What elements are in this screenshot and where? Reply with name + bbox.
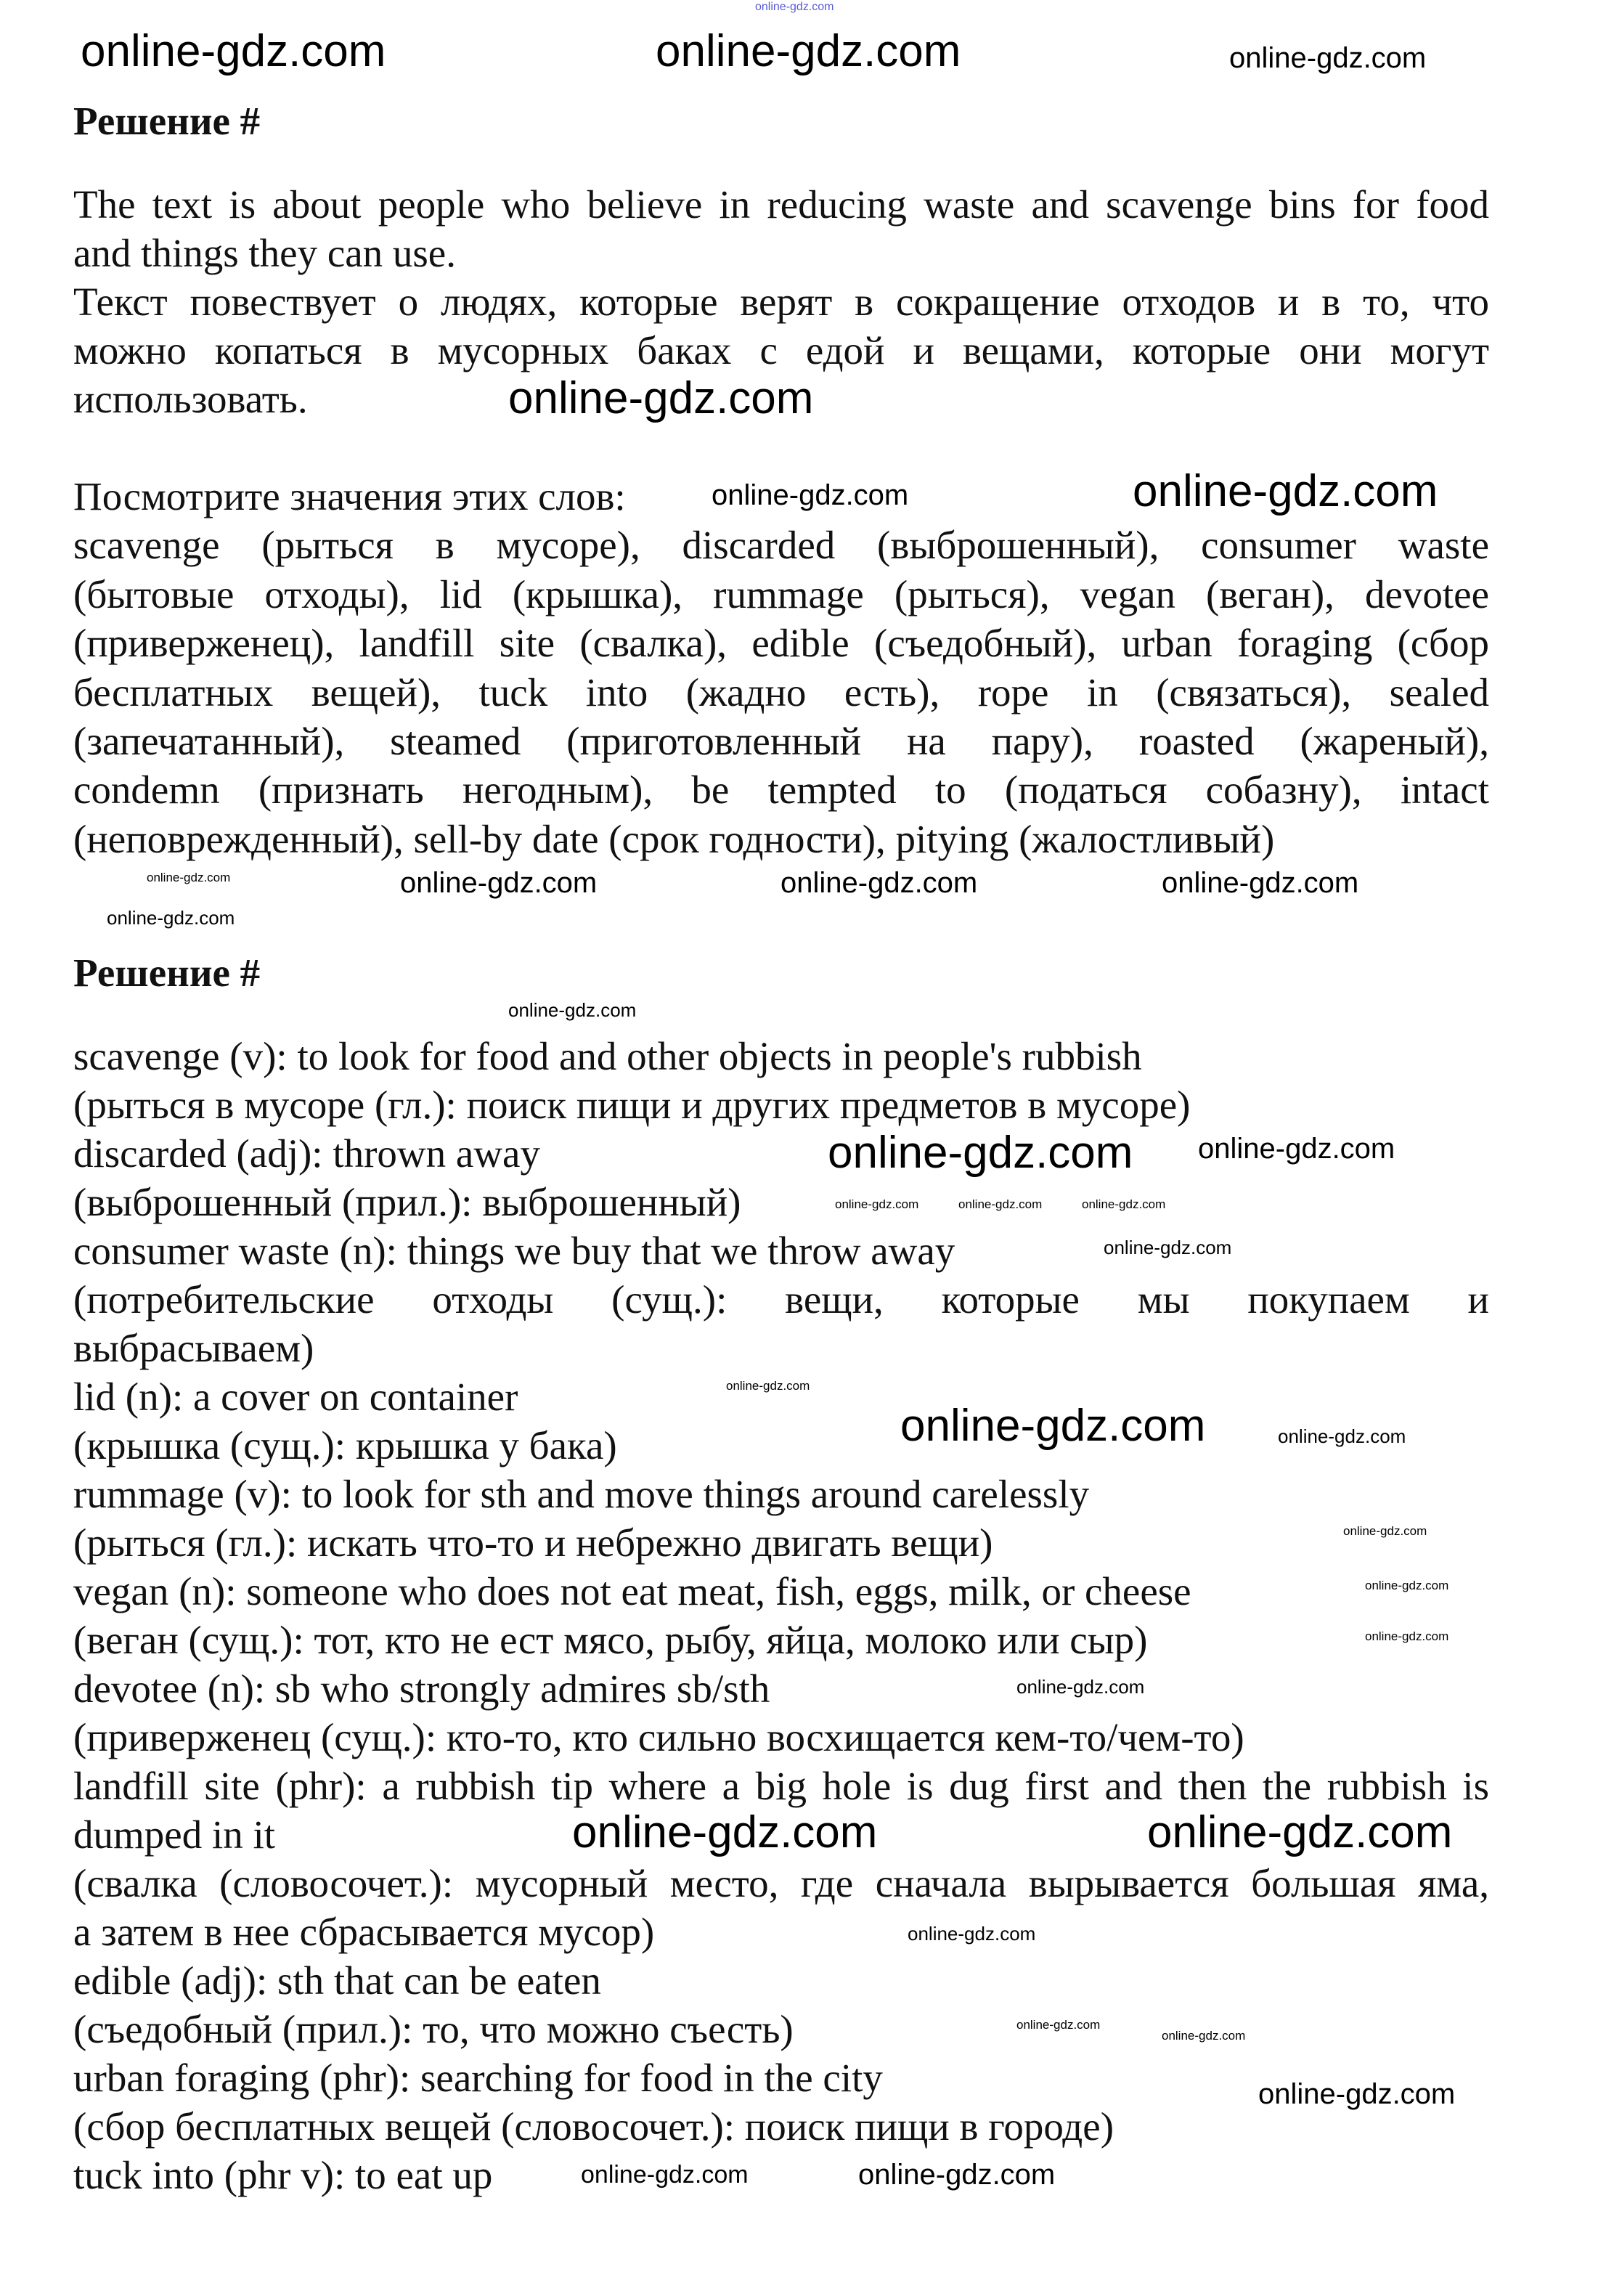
definition-line: urban foraging (phr): searching for food in the city <box>73 2056 883 2100</box>
definition-line: (съедобный (прил.): то, что можно съесть) <box>73 2007 794 2051</box>
watermark: online-gdz.com <box>1229 42 1427 74</box>
section-2-heading: Решение # <box>73 950 261 995</box>
watermark: online-gdz.com <box>900 1401 1206 1451</box>
watermark: online-gdz.com <box>835 1197 919 1211</box>
text-line: The text is about people who believe in reducing waste and scavenge bins for food <box>73 182 1489 227</box>
watermark: online-gdz.com <box>1365 1579 1449 1592</box>
definition-line: landfill site (phr): a rubbish tip where a big hole is dug first and then the rubbish is <box>73 1764 1489 1808</box>
watermark: online-gdz.com <box>1016 2018 1101 2032</box>
definition-line: (приверженец (сущ.): кто-то, кто сильно восхищается кем-то/чем-то) <box>73 1715 1244 1759</box>
vocabulary-line: Посмотрите значения этих слов: <box>73 474 626 518</box>
vocabulary-line: scavenge (рыться в мусоре), discarded (выброшенный), consumer waste <box>73 523 1489 568</box>
text-line: использовать. <box>73 377 308 421</box>
definition-line: lid (n): a cover on container <box>73 1375 518 1419</box>
watermark: online-gdz.com <box>1198 1133 1395 1165</box>
text-line: можно копаться в мусорных баках с едой и вещами, которые они могут <box>73 328 1489 373</box>
watermark: online-gdz.com <box>1016 1676 1145 1698</box>
watermark: online-gdz.com <box>780 867 978 899</box>
watermark: online-gdz.com <box>508 999 637 1021</box>
definition-line: (сбор бесплатных вещей (словосочет.): поиск пищи в городе) <box>73 2104 1114 2149</box>
watermark: online-gdz.com <box>581 2161 749 2189</box>
definitions-list <box>73 1032 1489 2199</box>
definition-line: (крышка (сущ.): крышка у бака) <box>73 1423 617 1467</box>
watermark: online-gdz.com <box>572 1807 878 1857</box>
definition-line: (потребительские отходы (сущ.): вещи, которые мы покупаем и <box>73 1277 1489 1322</box>
vocabulary-line: (бытовые отходы), lid (крышка), rummage (рыться), vegan (веган), devotee <box>73 571 1489 616</box>
definition-line: vegan (n): someone who does not eat meat, fish, eggs, milk, or cheese <box>73 1569 1191 1613</box>
definition-line: (выброшенный (прил.): выброшенный) <box>73 1180 741 1224</box>
definition-line: scavenge (v): to look for food and other objects in people's rubbish <box>73 1034 1142 1078</box>
watermark: online-gdz.com <box>712 479 909 511</box>
watermark: online-gdz.com <box>1162 2029 1246 2043</box>
definition-line: (рыться (гл.): искать что-то и небрежно двигать вещи) <box>73 1521 993 1565</box>
vocabulary-line: condemn (признать негодным), be tempted to (податься собазну), intact <box>73 768 1489 813</box>
watermark: online-gdz.com <box>858 2159 1056 2191</box>
definition-line: rummage (v): to look for sth and move things around carelessly <box>73 1472 1090 1516</box>
watermark: online-gdz.com <box>147 871 231 884</box>
definition-line: edible (adj): sth that can be eaten <box>73 1958 601 2003</box>
watermark: online-gdz.com <box>1365 1629 1449 1643</box>
vocabulary-line: (запечатанный), steamed (приготовленный на пару), roasted (жареный), <box>73 718 1489 763</box>
watermark: online-gdz.com <box>1343 1524 1427 1538</box>
watermark: online-gdz.com <box>1278 1425 1406 1447</box>
watermark: online-gdz.com <box>1082 1197 1166 1211</box>
watermark: online-gdz.com <box>958 1197 1043 1211</box>
definition-line: (рыться в мусоре (гл.): поиск пищи и других предметов в мусоре) <box>73 1083 1191 1127</box>
watermark: online-gdz.com <box>1147 1807 1453 1857</box>
section-1-heading: Решение # <box>73 99 261 143</box>
watermark: online-gdz.com <box>81 26 386 76</box>
watermark: online-gdz.com <box>1133 466 1438 516</box>
definition-line: выбрасываем) <box>73 1326 314 1370</box>
text-line: Текст повествует о людях, которые верят в сокращение отходов и в то, что <box>73 280 1489 324</box>
watermark: online-gdz.com <box>908 1923 1036 1945</box>
definition-line: (веган (сущ.): тот, кто не ест мясо, рыбу, яйца, молоко или сыр) <box>73 1618 1148 1662</box>
definition-line: (свалка (словосочет.): мусорный место, где сначала вырывается большая яма, <box>73 1861 1489 1905</box>
definition-line: consumer waste (n): things we buy that we throw away <box>73 1229 955 1273</box>
watermark: online-gdz.com <box>107 907 235 929</box>
definition-line: dumped in it <box>73 1812 276 1857</box>
definition-line: devotee (n): sb who strongly admires sb/sth <box>73 1666 770 1711</box>
watermark: online-gdz.com <box>1258 2078 1456 2110</box>
vocabulary-line: (неповрежденный), sell-by date (срок годности), pitying (жалостливый) <box>73 816 1275 861</box>
watermark: online-gdz.com <box>656 26 961 76</box>
watermark: online-gdz.com <box>1162 867 1359 899</box>
definition-line: а затем в нее сбрасывается мусор) <box>73 1910 655 1954</box>
watermark: online-gdz.com <box>726 1379 810 1393</box>
watermark: online-gdz.com <box>508 373 814 423</box>
text-line: and things they can use. <box>73 231 456 275</box>
vocabulary-paragraph <box>73 472 1489 863</box>
watermark: online-gdz.com <box>400 867 598 899</box>
vocabulary-line: (приверженец), landfill site (свалка), edible (съедобный), urban foraging (сбор <box>73 621 1489 666</box>
watermark: online-gdz.com <box>755 1 834 13</box>
definition-line: tuck into (phr v): to eat up <box>73 2153 493 2197</box>
watermark: online-gdz.com <box>1104 1237 1232 1258</box>
vocabulary-line: бесплатных вещей), tuck into (жадно есть), rope in (связаться), sealed <box>73 669 1489 715</box>
watermark: online-gdz.com <box>828 1128 1133 1178</box>
definition-line: discarded (adj): thrown away <box>73 1131 540 1176</box>
